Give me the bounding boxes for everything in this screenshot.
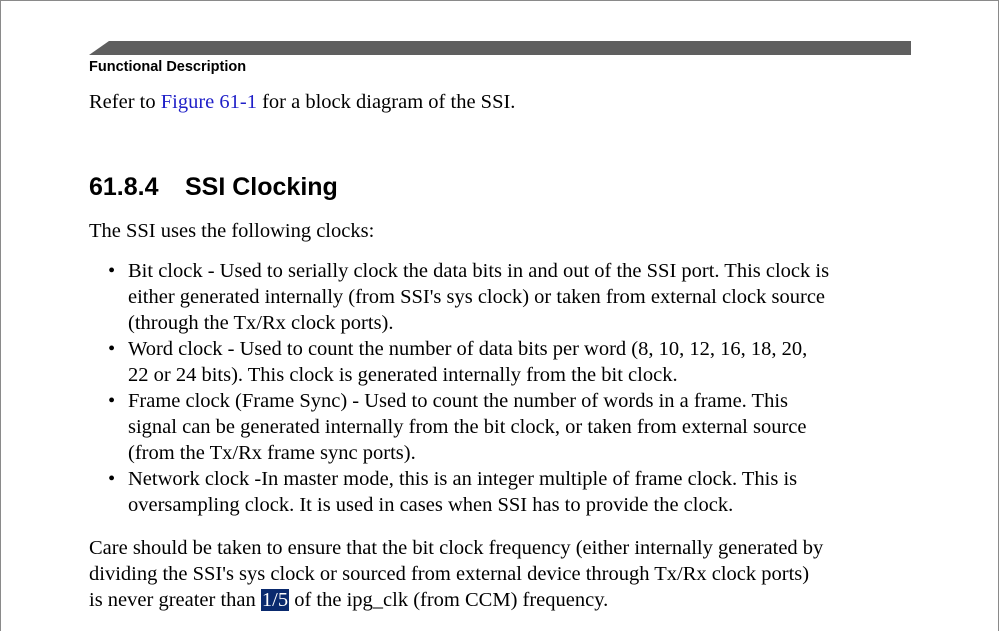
list-item-line: Word clock - Used to count the number of data bits per word (8, 10, 12, 16, 18, 20,	[128, 338, 808, 360]
closing-suffix: of the ipg_clk (from CCM) frequency.	[289, 589, 609, 611]
list-item-line: (through the Tx/Rx clock ports).	[128, 312, 394, 334]
list-item	[108, 466, 829, 518]
closing-prefix: is never greater than	[89, 589, 261, 611]
closing-line: Care should be taken to ensure that the bit clock frequency (either internally generated by	[89, 537, 824, 559]
list-item-line: oversampling clock. It is used in cases when SSI has to provide the clock.	[128, 494, 734, 516]
list-item	[108, 258, 829, 336]
list-item	[108, 336, 829, 388]
intro-paragraph	[89, 89, 515, 115]
lead-paragraph: The SSI uses the following clocks:	[89, 220, 375, 242]
figure-link[interactable]: Figure 61-1	[160, 91, 257, 113]
closing-line: dividing the SSI's sys clock or sourced from external device through Tx/Rx clock ports)	[89, 563, 810, 585]
section-heading	[89, 173, 338, 202]
selected-text-highlight[interactable]: 1/5	[261, 589, 289, 611]
section-label: Functional Description	[89, 59, 247, 75]
clock-list	[108, 258, 829, 518]
list-item-line: signal can be generated internally from the bit clock, or taken from external source	[128, 416, 807, 438]
closing-line	[89, 587, 823, 613]
list-item	[108, 388, 829, 466]
bullet-icon: •	[108, 468, 116, 490]
heading-title: SSI Clocking	[185, 173, 338, 201]
intro-suffix: for a block diagram of the SSI.	[256, 91, 516, 113]
list-item-line: Frame clock (Frame Sync) - Used to count the number of words in a frame. This	[128, 390, 789, 412]
list-item-line: 22 or 24 bits). This clock is generated internally from the bit clock.	[128, 364, 678, 386]
list-item-line: (from the Tx/Rx frame sync ports).	[128, 442, 416, 464]
closing-paragraph	[89, 535, 823, 613]
intro-prefix: Refer to	[89, 91, 161, 113]
list-item-line: either generated internally (from SSI's sys clock) or taken from external clock source	[128, 286, 826, 308]
list-item-line: Bit clock - Used to serially clock the data bits in and out of the SSI port. This clock is	[128, 260, 830, 282]
bullet-icon: •	[108, 390, 116, 412]
header-bar	[89, 41, 911, 55]
bullet-icon: •	[108, 338, 116, 360]
heading-number: 61.8.4	[89, 173, 159, 201]
list-item-line: Network clock -In master mode, this is an integer multiple of frame clock. This is	[128, 468, 798, 490]
bullet-icon: •	[108, 260, 116, 282]
